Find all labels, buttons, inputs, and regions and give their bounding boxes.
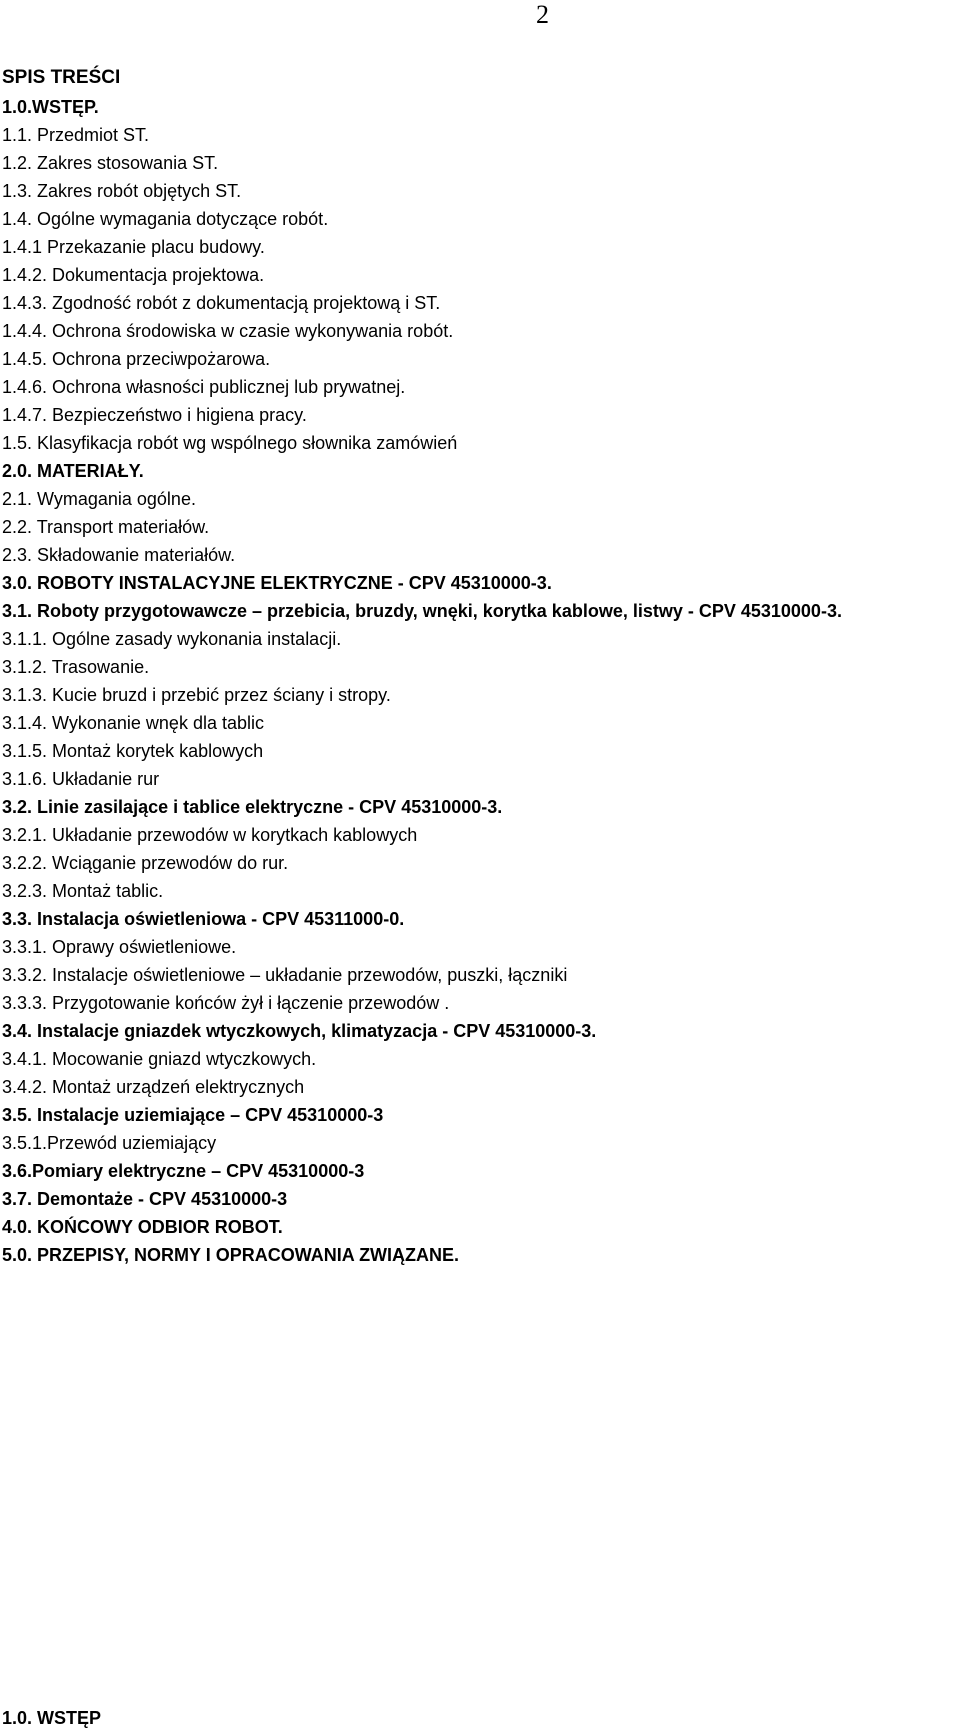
toc-entry: 3.7. Demontaże - CPV 45310000-3 xyxy=(2,1189,288,1209)
toc-entry: 1.4.1 Przekazanie placu budowy. xyxy=(2,237,265,257)
toc-entry: 3.3.2. Instalacje oświetleniowe – układanie przewodów, puszki, łączniki xyxy=(2,965,568,985)
toc-entry: 1.4.7. Bezpieczeństwo i higiena pracy. xyxy=(2,405,307,425)
toc-entry: 2.3. Składowanie materiałów. xyxy=(2,545,236,565)
toc-entry: 3.4.2. Montaż urządzeń elektrycznych xyxy=(2,1077,305,1097)
toc-entry: 3.1.5. Montaż korytek kablowych xyxy=(2,741,264,761)
toc-entry: 1.0.WSTĘP. xyxy=(2,97,99,117)
toc-entry: 1.4.6. Ochrona własności publicznej lub prywatnej. xyxy=(2,377,406,397)
toc-entry: 2.1. Wymagania ogólne. xyxy=(2,489,196,509)
toc-entry: 3.3.1. Oprawy oświetleniowe. xyxy=(2,937,237,957)
toc-entry: 3.1.3. Kucie bruzd i przebić przez ściany i stropy. xyxy=(2,685,391,705)
toc-entry: 2.0. MATERIAŁY. xyxy=(2,461,144,481)
toc-entry: 1.4.3. Zgodność robót z dokumentacją projektową i ST. xyxy=(2,293,441,313)
toc-entry: 5.0. PRZEPISY, NORMY I OPRACOWANIA ZWIĄZANE. xyxy=(2,1245,460,1265)
toc-entry: 3.2.1. Układanie przewodów w korytkach kablowych xyxy=(2,825,418,845)
toc-entry: 1.1. Przedmiot ST. xyxy=(2,125,150,145)
toc-entry: 3.0. ROBOTY INSTALACYJNE ELEKTRYCZNE - CPV 45310000-3. xyxy=(2,573,552,593)
toc-entry: 3.4.1. Mocowanie gniazd wtyczkowych. xyxy=(2,1049,317,1069)
toc-entry: 3.3.3. Przygotowanie końców żył i łączenie przewodów . xyxy=(2,993,450,1013)
toc-entry: 1.4.5. Ochrona przeciwpożarowa. xyxy=(2,349,271,369)
toc-entry: 3.3. Instalacja oświetleniowa - CPV 45311000-0. xyxy=(2,909,405,929)
toc-entry: 3.1.4. Wykonanie wnęk dla tablic xyxy=(2,713,264,733)
toc-entry: 3.1.2. Trasowanie. xyxy=(2,657,150,677)
toc-entry: 2.2. Transport materiałów. xyxy=(2,517,210,537)
table-of-contents xyxy=(2,93,952,1269)
toc-entry: 3.1.1. Ogólne zasady wykonania instalacji. xyxy=(2,629,342,649)
toc-entry: 1.4. Ogólne wymagania dotyczące robót. xyxy=(2,209,329,229)
toc-entry: 3.2. Linie zasilające i tablice elektryczne - CPV 45310000-3. xyxy=(2,797,503,817)
toc-entry: 1.4.2. Dokumentacja projektowa. xyxy=(2,265,265,285)
toc-entry: 4.0. KOŃCOWY ODBIOR ROBOT. xyxy=(2,1217,283,1237)
toc-entry: 3.4. Instalacje gniazdek wtyczkowych, klimatyzacja - CPV 45310000-3. xyxy=(2,1021,597,1041)
toc-title: SPIS TREŚCI xyxy=(2,67,121,88)
toc-entry: 1.2. Zakres stosowania ST. xyxy=(2,153,219,173)
toc-entry: 1.4.4. Ochrona środowiska w czasie wykonywania robót. xyxy=(2,321,454,341)
toc-entry: 1.3. Zakres robót objętych ST. xyxy=(2,181,242,201)
toc-entry: 3.1.6. Układanie rur xyxy=(2,769,160,789)
section-heading-intro: 1.0. WSTĘP xyxy=(2,1708,102,1728)
toc-entry: 3.5. Instalacje uziemiające – CPV 45310000-3 xyxy=(2,1105,384,1125)
toc-entry: 3.6.Pomiary elektryczne – CPV 45310000-3 xyxy=(2,1161,365,1181)
toc-entry: 3.1. Roboty przygotowawcze – przebicia, bruzdy, wnęki, korytka kablowe, listwy - CPV 45310000-3. xyxy=(2,601,842,621)
page-number: 2 xyxy=(536,0,549,29)
toc-entry: 3.2.2. Wciąganie przewodów do rur. xyxy=(2,853,289,873)
toc-entry: 3.5.1.Przewód uziemiający xyxy=(2,1133,217,1153)
toc-entry: 3.2.3. Montaż tablic. xyxy=(2,881,164,901)
toc-entry: 1.5. Klasyfikacja robót wg wspólnego słownika zamówień xyxy=(2,433,458,453)
